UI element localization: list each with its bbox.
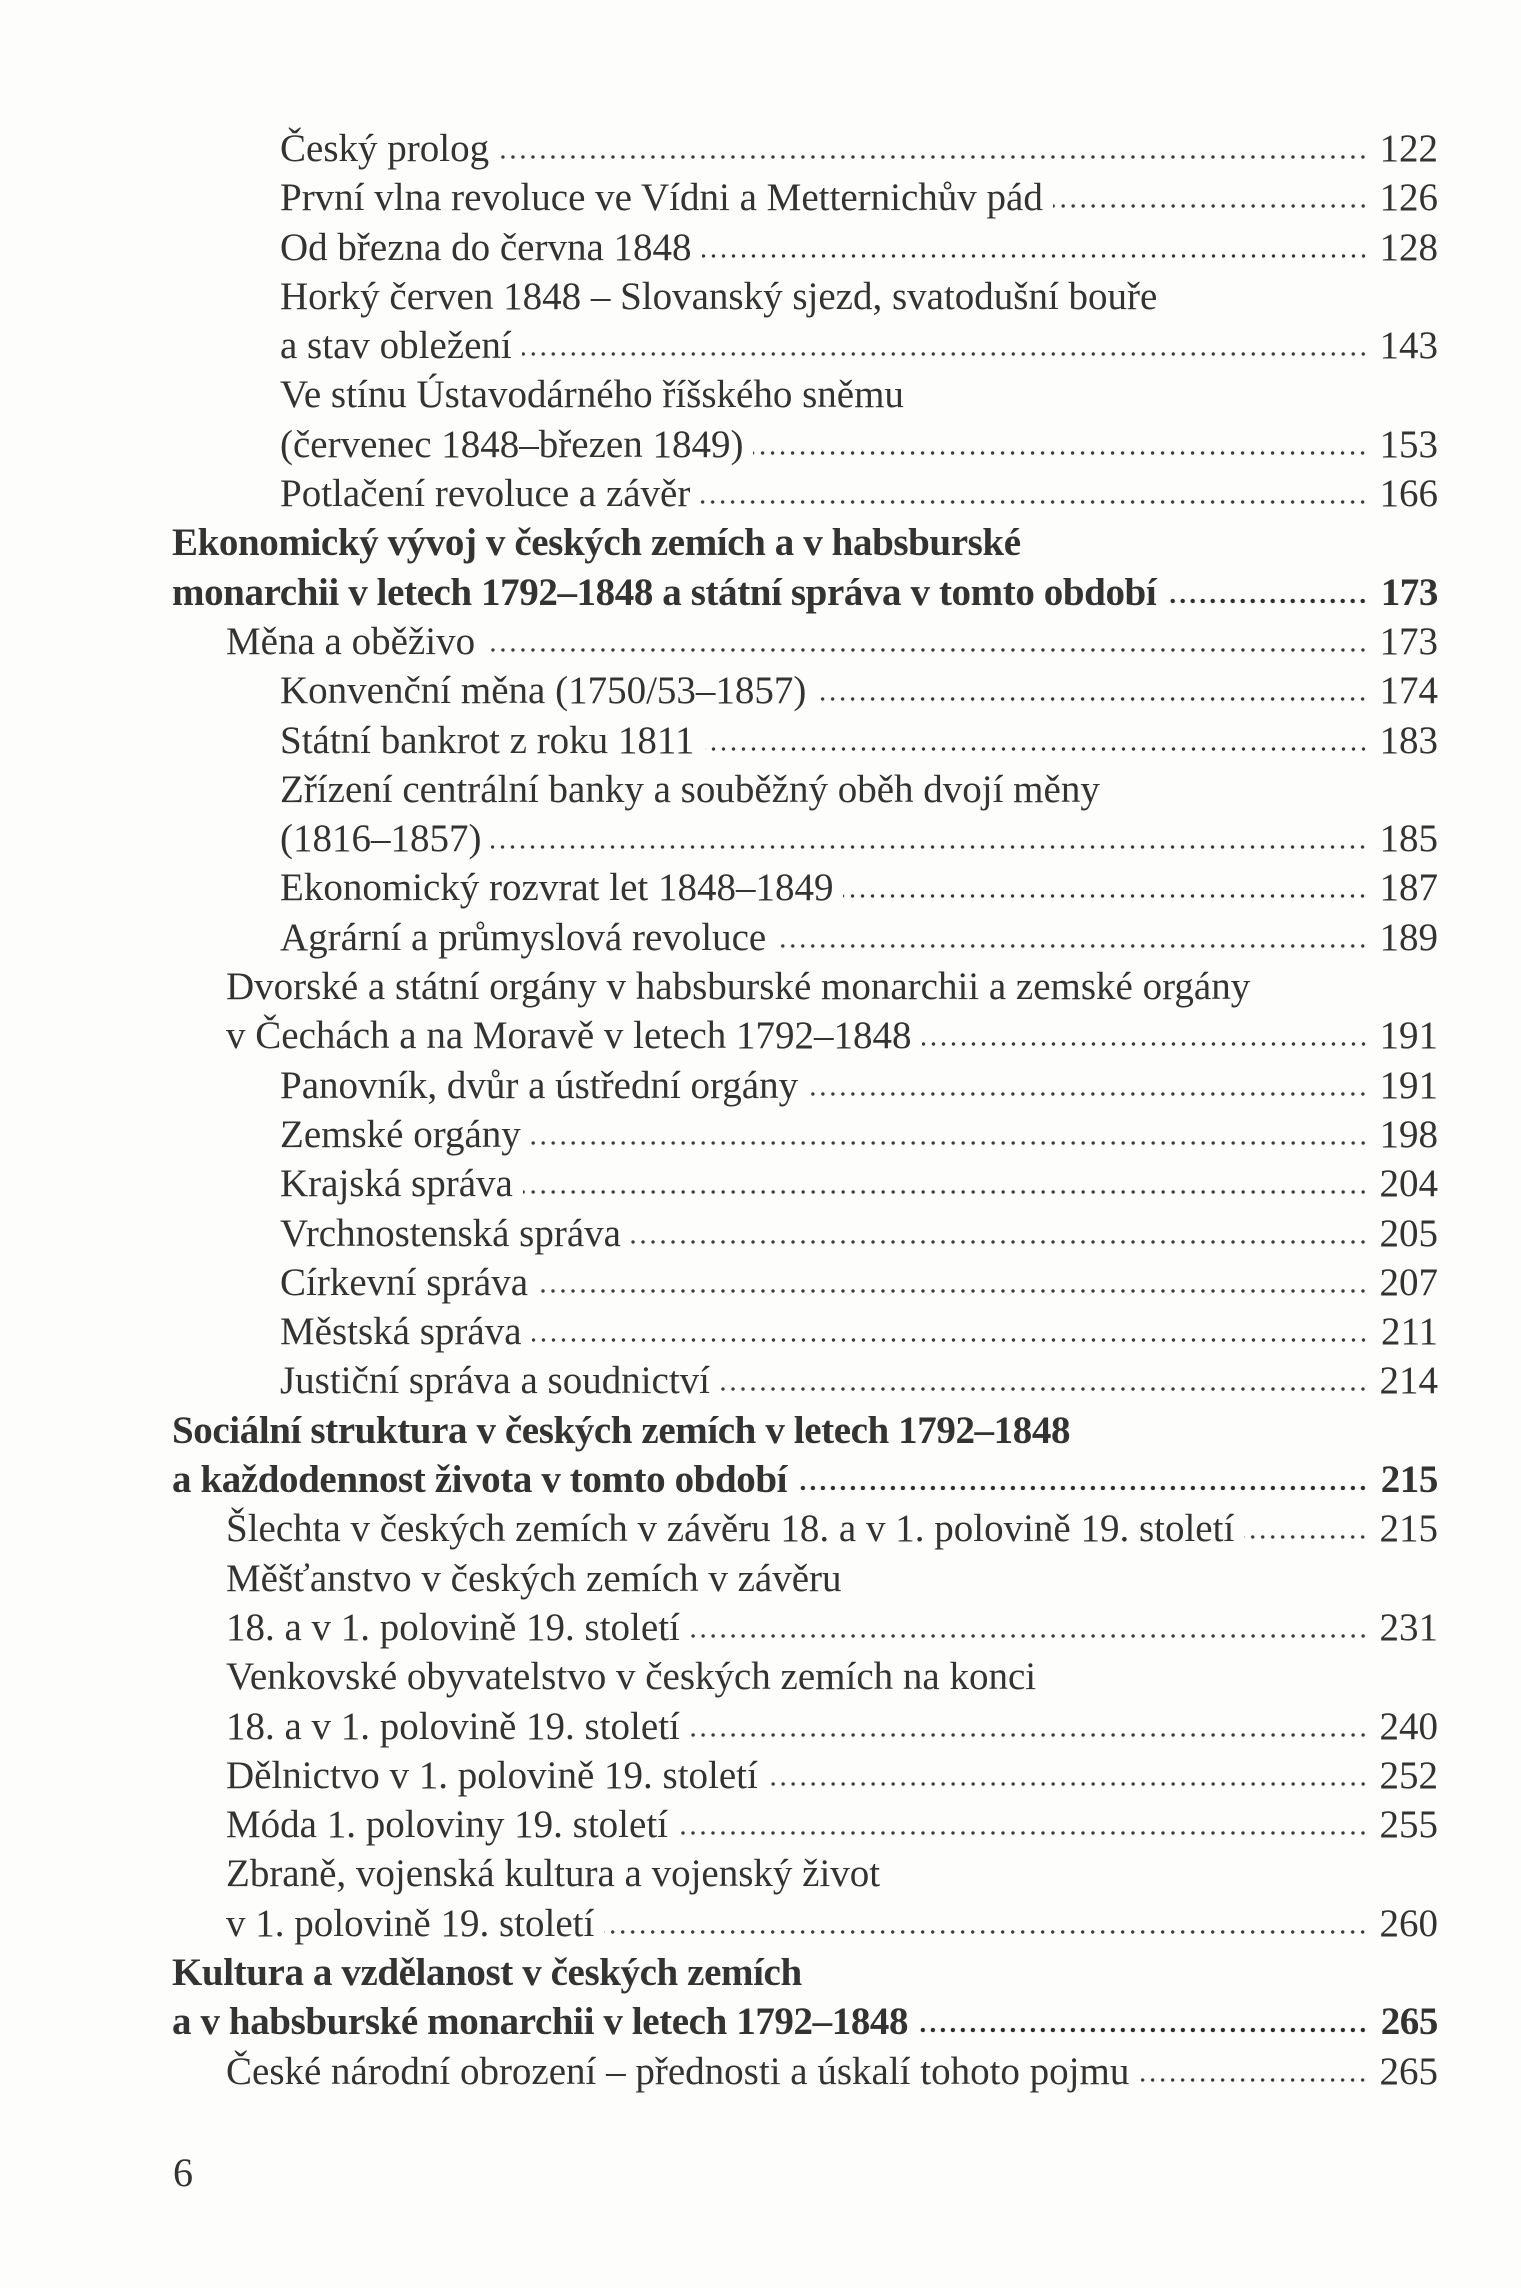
toc-entry-continuation	[172, 1603, 1438, 1652]
dot-leader	[918, 2026, 1368, 2034]
dot-leader	[690, 1632, 1368, 1640]
dot-leader	[700, 498, 1368, 506]
toc-section-title: Panovník, dvůr a ústřední orgány	[280, 1063, 799, 1107]
toc-entry-continuation	[172, 1455, 1438, 1504]
toc-page-number: 207	[1379, 1260, 1438, 1304]
toc-section-title: Církevní správa	[280, 1260, 529, 1304]
toc-section-title: Dělnictvo v 1. polovině 19. století	[226, 1753, 758, 1797]
toc-section-title: Zemské orgány	[280, 1112, 521, 1156]
toc-section-title: Krajská správa	[280, 1162, 513, 1206]
toc-page-number: 128	[1379, 225, 1438, 269]
toc-entry	[172, 1948, 1438, 1997]
toc-page-number: 153	[1379, 422, 1438, 466]
toc-section-title: Vrchnostenská správa	[280, 1211, 621, 1255]
toc-page-number: 205	[1379, 1211, 1438, 1255]
toc-page-number: 191	[1379, 1063, 1438, 1107]
toc-entry	[172, 124, 1438, 173]
dot-leader	[776, 942, 1368, 950]
toc-entry-continuation	[172, 568, 1438, 617]
toc-entry-continuation	[172, 1702, 1438, 1751]
toc-chapter-title: a v habsburské monarchii v letech 1792–1848	[172, 2000, 909, 2044]
toc-page-number: 240	[1379, 1704, 1438, 1748]
toc-chapter-title: Ekonomický vývoj v českých zemích a v habsburské	[172, 521, 1021, 565]
toc-page-number: 185	[1379, 817, 1438, 861]
toc-section-title: 18. a v 1. polovině 19. století	[226, 1605, 680, 1649]
toc-entry	[172, 1061, 1438, 1110]
toc-page-number: 255	[1379, 1803, 1438, 1847]
dot-leader	[499, 153, 1368, 161]
dot-leader	[720, 1385, 1368, 1393]
toc-section-title: Ekonomický rozvrat let 1848–1849	[280, 866, 834, 910]
toc-entry	[172, 716, 1438, 765]
toc-page-number: 166	[1379, 472, 1438, 516]
table-of-contents	[172, 124, 1438, 2096]
toc-section-title: Potlačení revoluce a závěr	[280, 472, 691, 516]
toc-page-number: 231	[1379, 1605, 1438, 1649]
toc-entry	[172, 1849, 1438, 1898]
dot-leader	[702, 252, 1369, 260]
toc-entry	[172, 617, 1438, 666]
toc-entry	[172, 1258, 1438, 1307]
toc-section-title: a stav obležení	[280, 324, 512, 368]
toc-page-number: 204	[1379, 1162, 1438, 1206]
toc-entry-continuation	[172, 1011, 1438, 1060]
dot-leader	[922, 1040, 1368, 1048]
toc-entry	[172, 1209, 1438, 1258]
dot-leader	[816, 695, 1368, 703]
dot-leader	[631, 1238, 1368, 1246]
toc-section-title: Justiční správa a soudnictví	[280, 1359, 711, 1403]
toc-section-title: Zbraně, vojenská kultura a vojenský život	[226, 1852, 881, 1896]
toc-entry	[172, 913, 1438, 962]
toc-page-number: 215	[1379, 1507, 1438, 1551]
toc-section-title: 18. a v 1. polovině 19. století	[226, 1704, 680, 1748]
toc-chapter-title: Kultura a vzdělanost v českých zemích	[172, 1950, 802, 1994]
toc-section-title: Konvenční měna (1750/53–1857)	[280, 669, 807, 713]
toc-chapter-title: monarchii v letech 1792–1848 a státní správa v tomto období	[172, 570, 1157, 614]
dot-leader	[531, 1139, 1368, 1147]
toc-section-title: První vlna revoluce ve Vídni a Metternichův pád	[280, 176, 1043, 220]
toc-entry	[172, 1356, 1438, 1405]
toc-entry	[172, 1307, 1438, 1356]
toc-page-number: 198	[1379, 1112, 1438, 1156]
toc-section-title: Městská správa	[280, 1310, 522, 1354]
dot-leader	[797, 1484, 1368, 1492]
toc-section-title: Venkovské obyvatelstvo v českých zemích na konci	[226, 1655, 1037, 1699]
toc-page-number: 214	[1379, 1359, 1438, 1403]
toc-entry-continuation	[172, 321, 1438, 370]
toc-section-title: Horký červen 1848 – Slovanský sjezd, svatodušní bouře	[280, 274, 1158, 318]
toc-section-title: Agrární a průmyslová revoluce	[280, 915, 767, 959]
toc-entry	[172, 1110, 1438, 1159]
toc-page-number: 173	[1380, 570, 1438, 614]
toc-chapter-title: a každodennost života v tomto období	[172, 1458, 788, 1502]
toc-entry	[172, 518, 1438, 567]
toc-entry	[172, 1406, 1438, 1455]
toc-entry-continuation	[172, 1899, 1438, 1948]
dot-leader	[808, 1090, 1368, 1098]
toc-section-title: Zřízení centrální banky a souběžný oběh dvojí měny	[280, 767, 1100, 811]
toc-entry	[172, 272, 1438, 321]
dot-leader	[1244, 1533, 1368, 1541]
toc-page-number: 173	[1379, 619, 1438, 663]
toc-entry	[172, 223, 1438, 272]
dot-leader	[678, 1829, 1368, 1837]
toc-entry	[172, 765, 1438, 814]
toc-page-number: 191	[1379, 1014, 1438, 1058]
dot-leader	[1053, 202, 1368, 210]
dot-leader	[532, 1336, 1368, 1344]
toc-page-number: 143	[1379, 324, 1438, 368]
toc-entry	[172, 370, 1438, 419]
toc-page-number: 174	[1379, 669, 1438, 713]
dot-leader	[1166, 597, 1368, 605]
toc-section-title: v 1. polovině 19. století	[226, 1901, 595, 1945]
toc-section-title: Móda 1. poloviny 19. století	[226, 1803, 668, 1847]
toc-section-title: Státní bankrot z roku 1811	[280, 718, 695, 762]
toc-entry	[172, 863, 1438, 912]
page-number: 6	[173, 2150, 193, 2195]
toc-entry	[172, 1159, 1438, 1208]
dot-leader	[523, 1188, 1368, 1196]
toc-entry	[172, 1554, 1438, 1603]
toc-page-number: 187	[1379, 866, 1438, 910]
dot-leader	[491, 843, 1368, 851]
toc-entry-continuation	[172, 1997, 1438, 2046]
dot-leader	[522, 350, 1368, 358]
toc-page-number: 252	[1379, 1753, 1438, 1797]
dot-leader	[485, 646, 1368, 654]
toc-page-number: 215	[1380, 1458, 1438, 1502]
toc-page-number: 260	[1379, 1901, 1438, 1945]
toc-section-title: (červenec 1848–březen 1849)	[280, 422, 744, 466]
toc-section-title: Šlechta v českých zemích v závěru 18. a v 1. polovině 19. století	[226, 1507, 1235, 1551]
toc-section-title: Český prolog	[280, 127, 490, 170]
toc-chapter-title: Sociální struktura v českých zemích v letech 1792–1848	[172, 1408, 1071, 1452]
toc-section-title: Ve stínu Ústavodárného říšského sněmu	[280, 373, 904, 417]
toc-section-title: Dvorské a státní orgány v habsburské monarchii a zemské orgány	[226, 965, 1251, 1009]
toc-entry-continuation	[172, 814, 1438, 863]
toc-page-number: 122	[1379, 127, 1438, 170]
dot-leader	[1139, 2076, 1368, 2084]
toc-entry	[172, 1800, 1438, 1849]
dot-leader	[753, 449, 1368, 457]
toc-entry	[172, 469, 1438, 518]
toc-section-title: Od března do června 1848	[280, 225, 692, 269]
toc-section-title: v Čechách a na Moravě v letech 1792–1848	[226, 1014, 912, 1058]
toc-page-number: 265	[1380, 2000, 1438, 2044]
toc-section-title: České národní obrození – přednosti a úskalí tohoto pojmu	[226, 2049, 1130, 2093]
dot-leader	[604, 1928, 1368, 1936]
toc-entry-continuation	[172, 420, 1438, 469]
dot-leader	[538, 1287, 1368, 1295]
toc-section-title: Měna a oběživo	[226, 619, 476, 663]
dot-leader	[843, 892, 1368, 900]
toc-entry	[172, 666, 1438, 715]
toc-entry	[172, 173, 1438, 222]
toc-entry	[172, 962, 1438, 1011]
toc-page-number: 183	[1379, 718, 1438, 762]
toc-entry	[172, 1652, 1438, 1701]
toc-entry	[172, 1504, 1438, 1553]
dot-leader	[690, 1731, 1368, 1739]
toc-page-number: 189	[1379, 915, 1438, 959]
toc-page-number: 126	[1379, 176, 1438, 220]
toc-entry	[172, 2047, 1438, 2096]
dot-leader	[768, 1780, 1368, 1788]
toc-section-title: (1816–1857)	[280, 817, 482, 861]
toc-section-title: Měšťanstvo v českých zemích v závěru	[226, 1556, 842, 1600]
toc-entry	[172, 1751, 1438, 1800]
dot-leader	[705, 745, 1369, 753]
toc-page-number: 211	[1380, 1310, 1438, 1354]
toc-page-number: 265	[1379, 2049, 1438, 2093]
